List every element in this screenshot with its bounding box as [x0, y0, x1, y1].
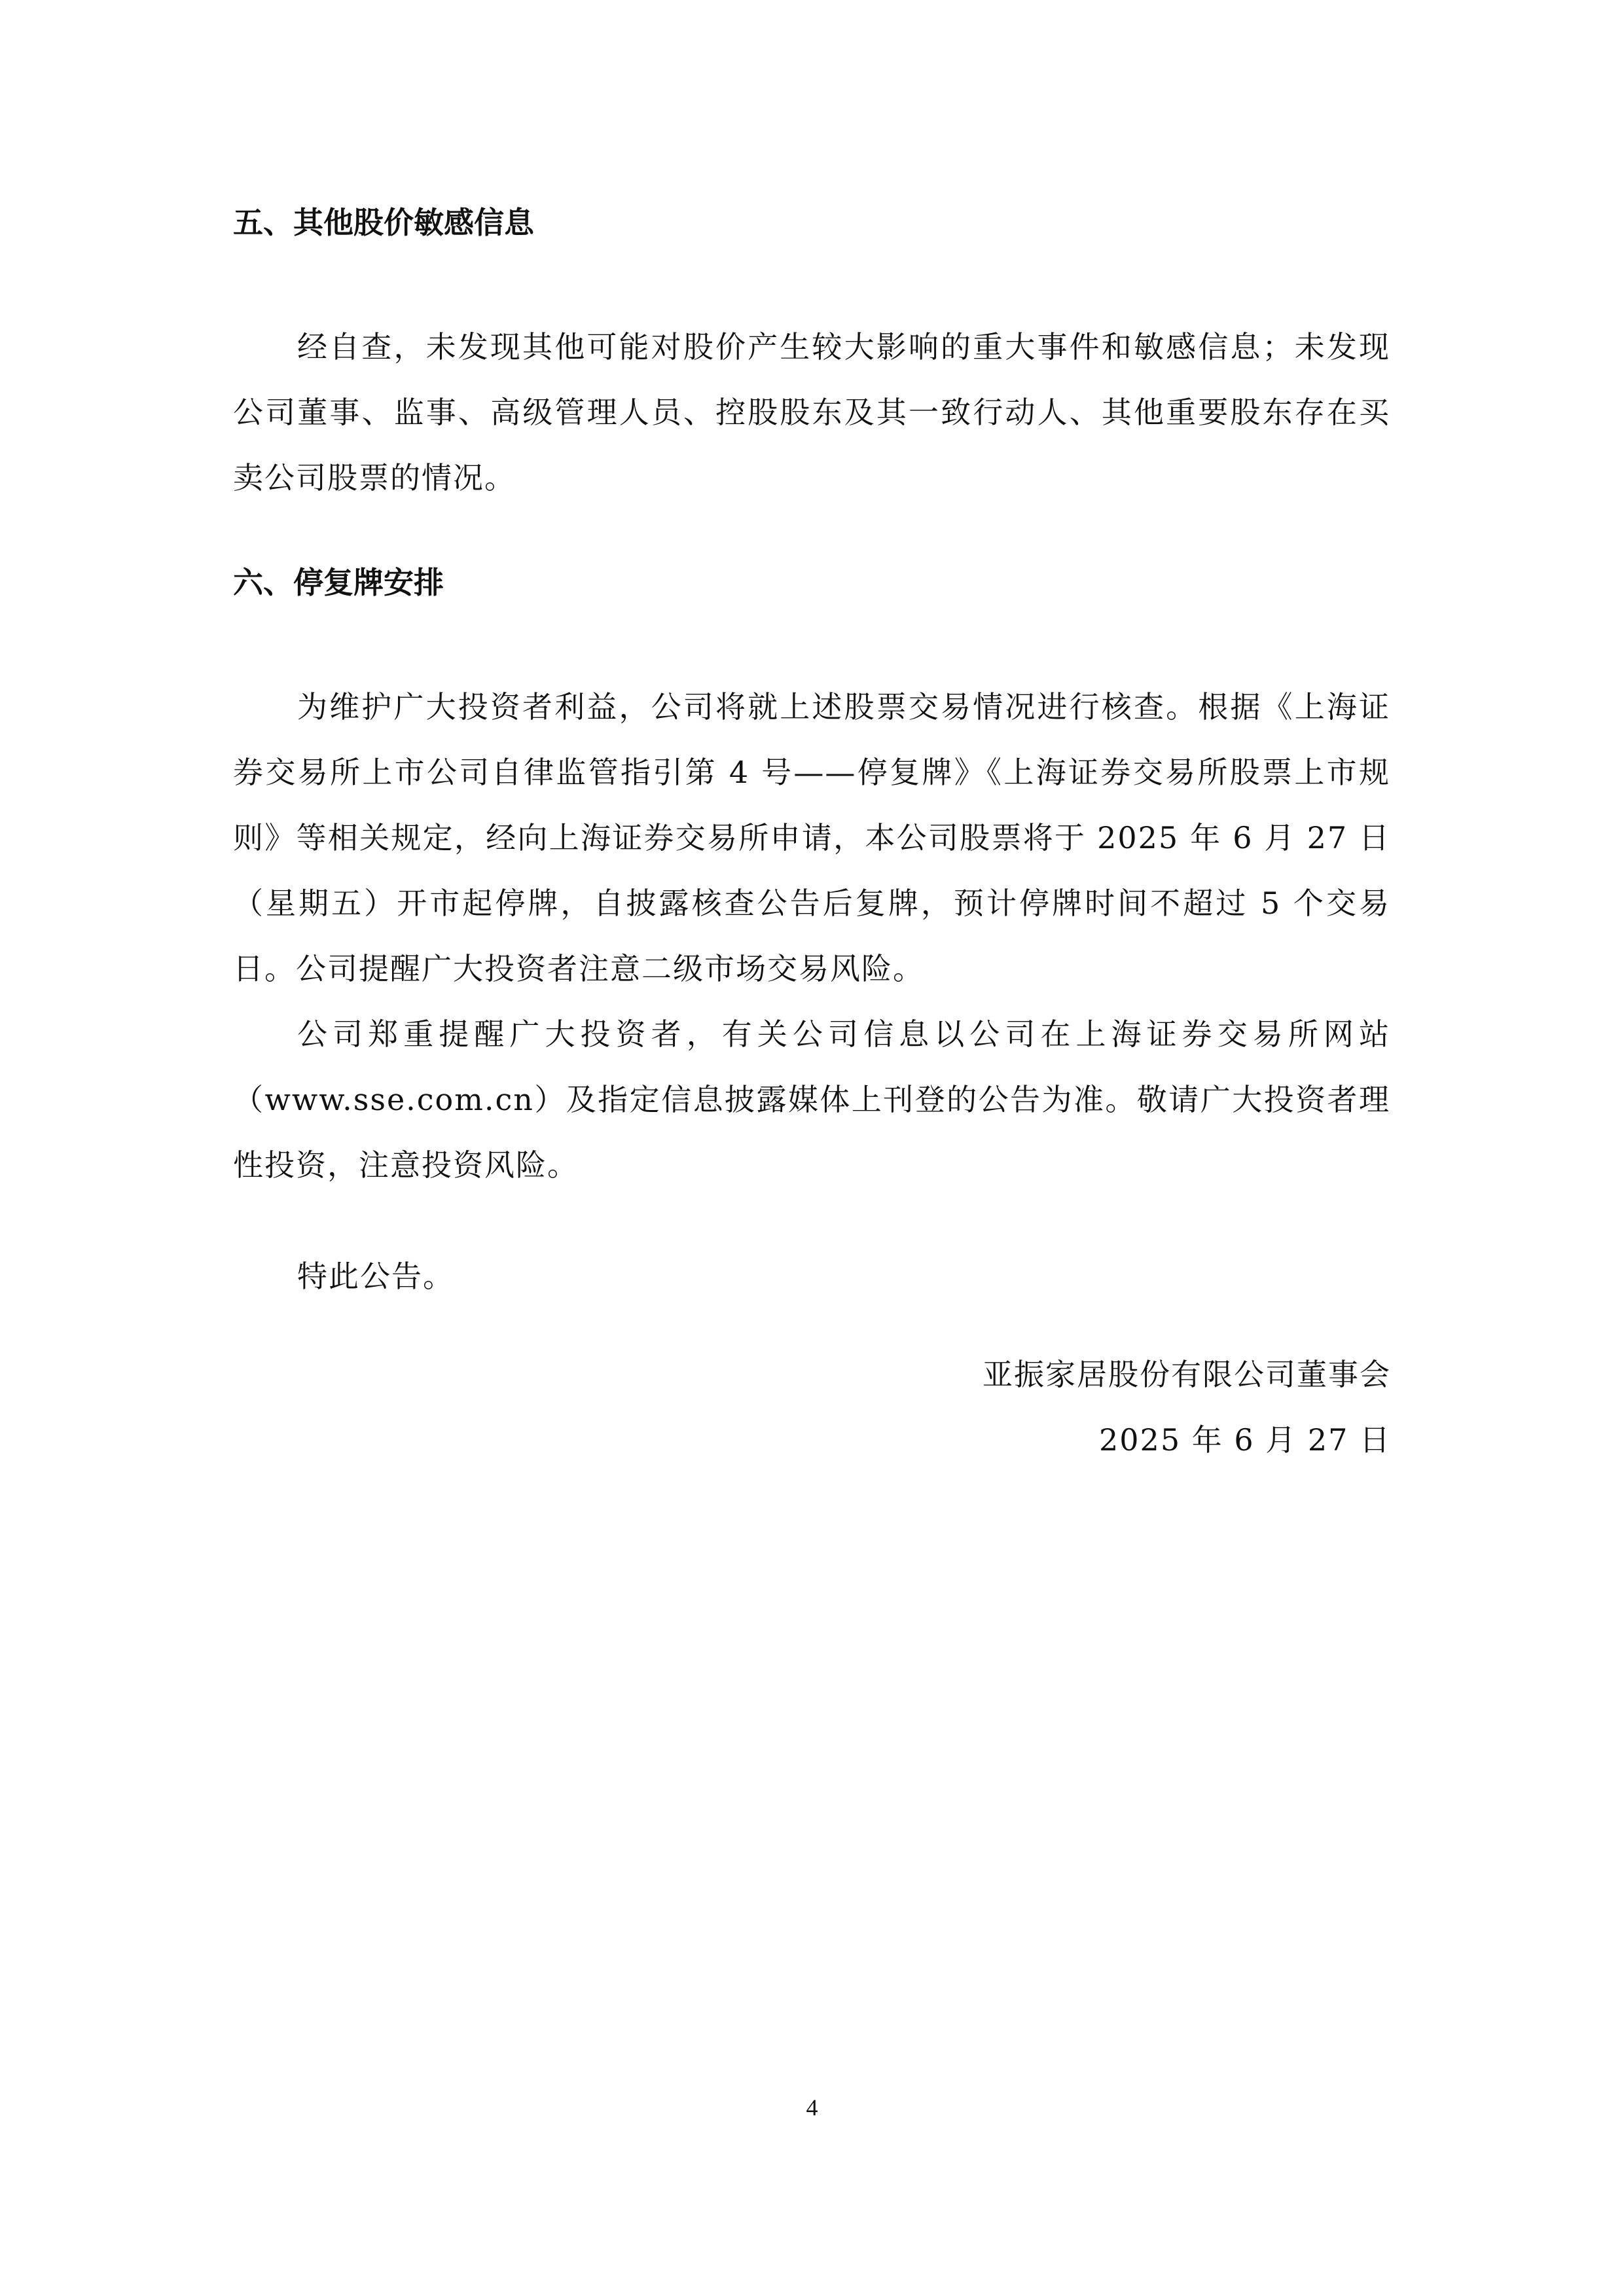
document-body	[233, 196, 1390, 1309]
signature-company: 亚振家居股份有限公司董事会	[983, 1357, 1391, 1392]
signature-date: 2025 年 6 月 27 日	[1099, 1422, 1391, 1458]
section-6-paragraph-2: 公司郑重提醒广大投资者，有关公司信息以公司在上海证券交易所网站（www.sse.com.cn）及指定信息披露媒体上刊登的公告为准。敬请广大投资者理性投资，注意投资风险。	[233, 1016, 1390, 1183]
section-5-paragraph: 经自查，未发现其他可能对股价产生较大影响的重大事件和敏感信息；未发现公司董事、监事、高级管理人员、控股股东及其一致行动人、其他重要股东存在买卖公司股票的情况。	[233, 329, 1390, 495]
section-6-paragraph-1: 为维护广大投资者利益，公司将就上述股票交易情况进行核查。根据《上海证券交易所上市公司自律监管指引第 4 号——停复牌》《上海证券交易所股票上市规则》等相关规定，经向上海证券交易所申请，本公司股票将于 2025 年 6 月 27 日（星期五）开市起停牌，自披露核查公告后复牌，预计停牌时间不超过 5 个交易日。公司提醒广大投资者注意二级市场交易风险。	[233, 689, 1390, 986]
section-6-title: 六、停复牌安排	[233, 565, 444, 600]
section-5-title: 五、其他股价敏感信息	[233, 205, 534, 240]
signature-block	[983, 1342, 1391, 1473]
closing-statement: 特此公告。	[297, 1259, 454, 1294]
page-number: 4	[806, 2094, 818, 2121]
